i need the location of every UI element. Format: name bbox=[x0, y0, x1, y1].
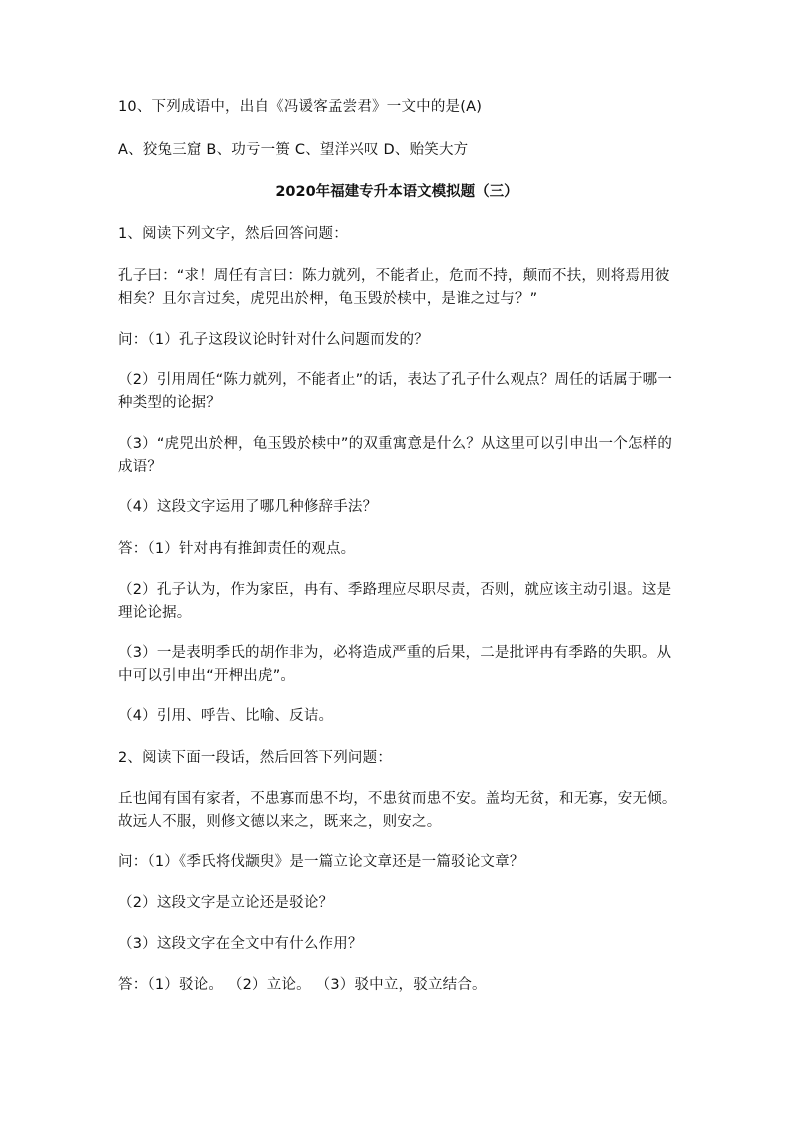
question-1-ask-2: （2）引用周任“陈力就列，不能者止”的话，表达了孔子什么观点？周任的话属于哪一种类型的论据？ bbox=[118, 372, 673, 411]
question-2-prompt: 2、阅读下面一段话，然后回答下列问题： bbox=[118, 750, 393, 766]
question-1-answer-2: （2）孔子认为，作为家臣，冉有、季路理应尽职尽责，否则，就应该主动引退。这是理论论据。 bbox=[118, 582, 672, 621]
question-10-options: A、狡兔三窟 B、功亏一篑 C、望洋兴叹 D、贻笑大方 bbox=[118, 142, 469, 158]
question-1-answer-4: （4）引用、呼告、比喻、反诘。 bbox=[118, 708, 334, 724]
question-1-ask-1: 问：（1）孔子这段议论时针对什么问题而发的？ bbox=[118, 332, 429, 348]
page-title: 2020年福建专升本语文模拟题（三） bbox=[275, 184, 519, 200]
question-2-ask-1: 问：（1）《季氏将伐颛臾》是一篇立论文章还是一篇驳论文章？ bbox=[118, 854, 525, 870]
question-1-prompt: 1、阅读下列文字，然后回答问题： bbox=[118, 226, 348, 242]
question-1-ask-4: （4）这段文字运用了哪几种修辞手法？ bbox=[118, 499, 378, 515]
question-1-passage: 孔子曰：“求！周任有言曰：陈力就列，不能者止，危而不持，颠而不扶，则将焉用彼相矣？且尔言过矣，虎兕出於柙，龟玉毁於椟中，是谁之过与？” bbox=[118, 268, 670, 307]
question-1-answer-3: （3）一是表明季氏的胡作非为，必将造成严重的后果，二是批评冉有季路的失职。从中可以引申出“开柙出虎”。 bbox=[118, 645, 672, 684]
question-2-ask-2: （2）这段文字是立论还是驳论？ bbox=[118, 895, 334, 911]
question-2-answer: 答：（1）驳论。 （2）立论。 （3）驳中立，驳立结合。 bbox=[118, 977, 487, 993]
question-10: 10、下列成语中，出自《冯谖客孟尝君》一文中的是(A) bbox=[118, 99, 483, 115]
question-1-ask-3: （3）“虎兕出於柙，龟玉毁於椟中”的双重寓意是什么？从这里可以引申出一个怎样的成语？ bbox=[118, 436, 673, 475]
question-1-answer-1: 答：（1）针对冉有推卸责任的观点。 bbox=[118, 541, 356, 557]
question-2-ask-3: （3）这段文字在全文中有什么作用？ bbox=[118, 936, 363, 952]
question-2-passage: 丘也闻有国有家者，不患寡而患不均，不患贫而患不安。盖均无贫，和无寡，安无倾。故远人不服，则修文德以来之，既来之，则安之。 bbox=[118, 791, 677, 830]
